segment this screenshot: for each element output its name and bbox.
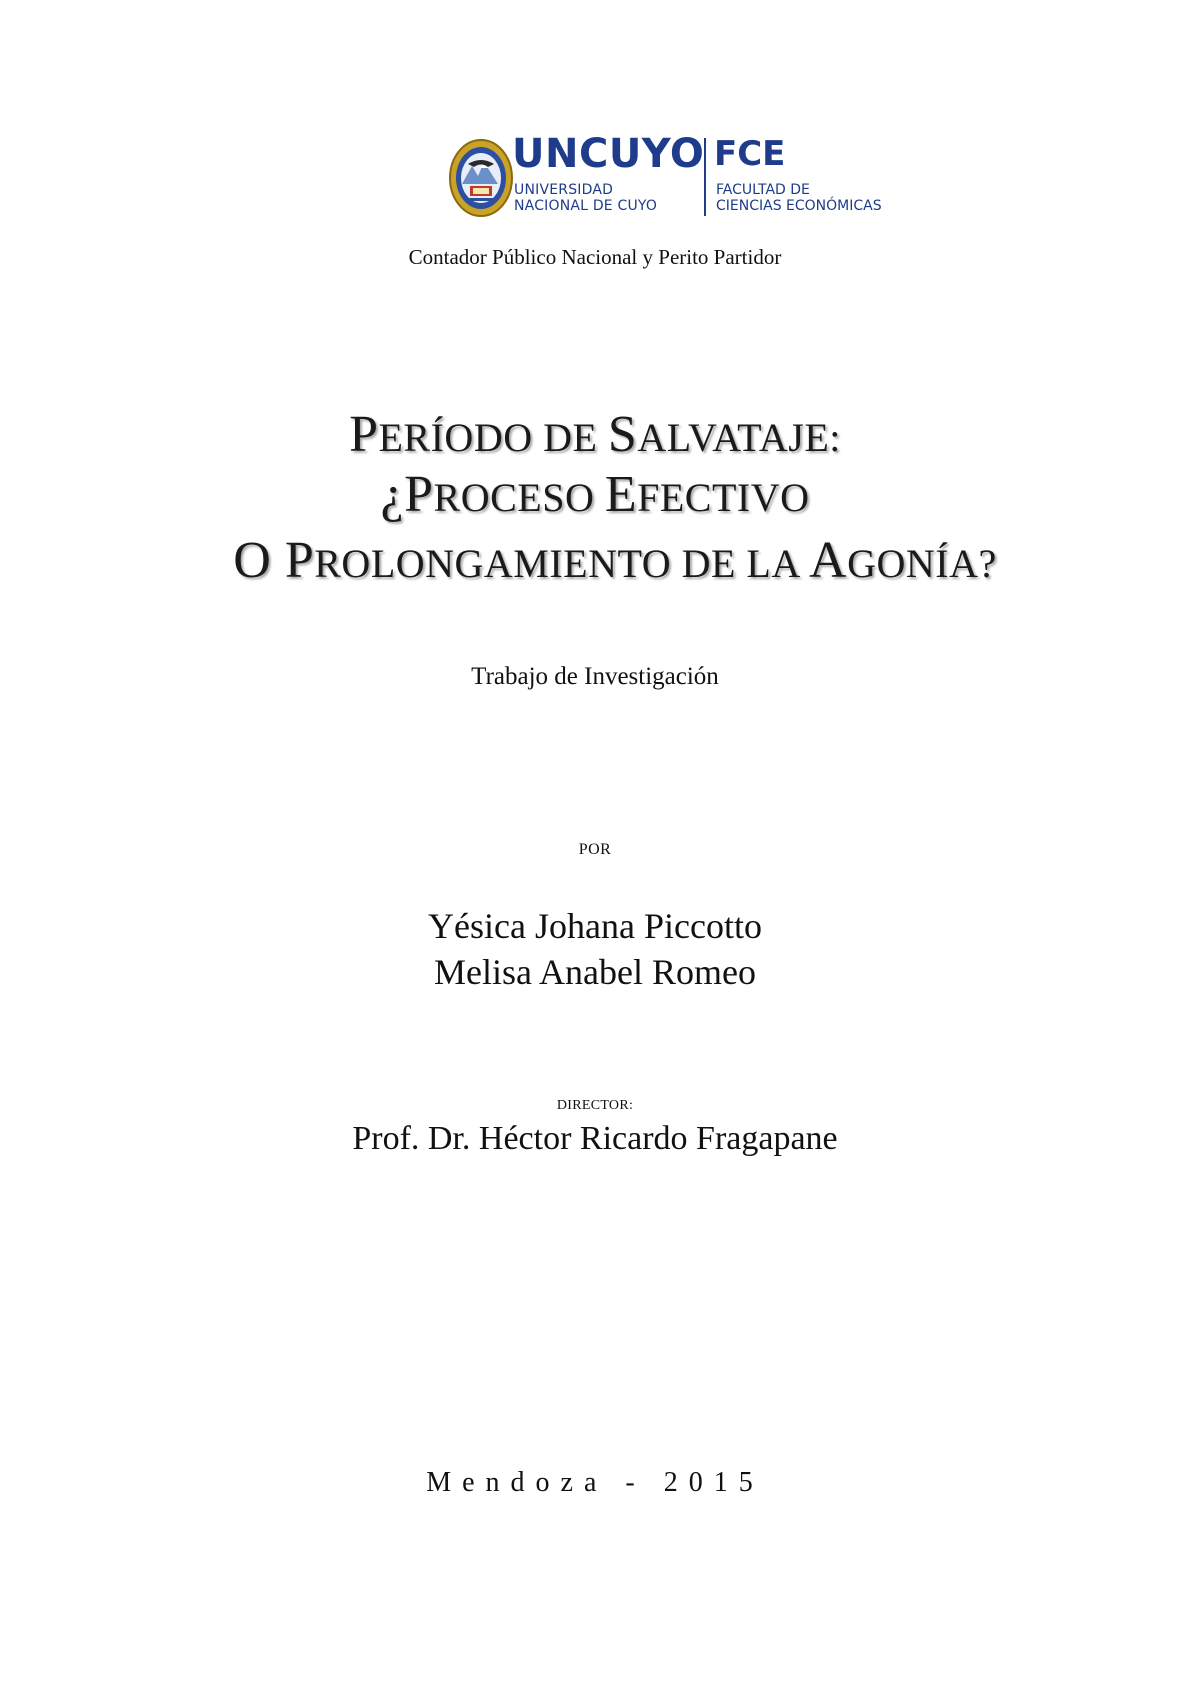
title-line-3-rest-1: ROLONGAMIENTO DE LA <box>314 541 810 586</box>
title-line-2-rest-1: ROCESO <box>433 475 605 520</box>
place-and-year: Mendoza - 2015 <box>426 1467 764 1498</box>
title-line-1-rest-2: ALVATAJE: <box>637 415 841 460</box>
title-line-2-cap-1: ¿P <box>380 466 434 523</box>
title-line-3-rest-2: GONÍA? <box>847 541 997 586</box>
author-name: Yésica Johana Piccotto <box>428 906 762 946</box>
document-type: Trabajo de Investigación <box>471 663 719 690</box>
title-line-2-cap-2: E <box>604 466 638 523</box>
director-name: Prof. Dr. Héctor Ricardo Fragapane <box>352 1120 838 1157</box>
faculty-subtitle-2: CIENCIAS ECONÓMICAS <box>716 198 882 214</box>
logo-block <box>448 131 898 224</box>
director-label: DIRECTOR: <box>556 1098 634 1113</box>
logo-divider <box>704 138 706 216</box>
university-subtitle-2: NACIONAL DE CUYO <box>514 198 658 214</box>
faculty-subtitle-1: FACULTAD DE <box>716 182 810 198</box>
title-line-3-cap-2: A <box>809 532 848 589</box>
university-seal-icon <box>448 138 514 218</box>
title-line-1-rest-1: ERÍODO DE <box>378 415 608 460</box>
faculty-abbrev: FCE <box>714 134 786 174</box>
university-subtitle-1: UNIVERSIDAD <box>514 182 614 198</box>
title-line-3 <box>20 530 1190 595</box>
career-name: Contador Público Nacional y Perito Partidor <box>408 245 782 269</box>
by-label: POR <box>578 841 612 858</box>
title-line-2 <box>0 464 1190 529</box>
author-name: Melisa Anabel Romeo <box>434 952 756 992</box>
university-name: UNCUYO <box>512 131 705 177</box>
title-line-1 <box>0 404 1190 469</box>
title-line-3-cap-1: O P <box>233 532 315 589</box>
title-line-1-cap-2: S <box>607 406 638 463</box>
title-line-2-rest-2: FECTIVO <box>637 475 810 520</box>
title-line-1-cap-1: P <box>349 406 379 463</box>
